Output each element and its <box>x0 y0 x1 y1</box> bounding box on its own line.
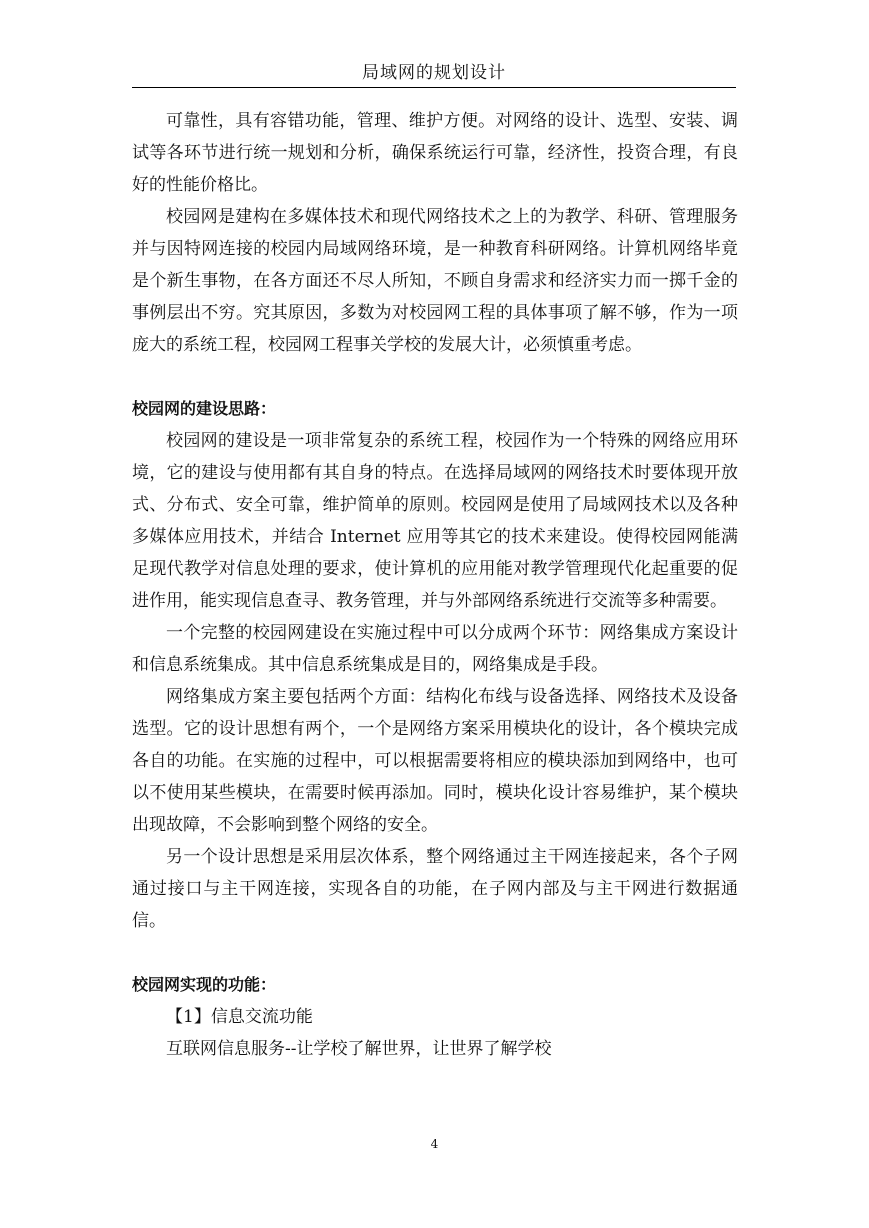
section-gap <box>132 937 738 969</box>
paragraph-hierarchy-design: 另一个设计思想是采用层次体系，整个网络通过主干网连接起来，各个子网通过接口与主干网连接，实现各自的功能，在子网内部及与主干网进行数据通信。 <box>132 847 738 931</box>
paragraph-reliability: 可靠性，具有容错功能，管理、维护方便。对网络的设计、选型、安装、调试等各环节进行统一规划和分析，确保系统运行可靠，经济性，投资合理，有良好的性能价格比。 <box>132 111 738 195</box>
paragraph-internet-service: 互联网信息服务--让学校了解世界，让世界了解学校 <box>166 1039 552 1059</box>
paragraph-integration-scheme: 网络集成方案主要包括两个方面：结构化布线与设备选择、网络技术及设备选型。它的设计思想有两个，一个是网络方案采用模块化的设计，各个模块完成各自的功能。在实施的过程中，可以根据需要将相应的模块添加到网络中，也可以不使用某些模块，在需要时候再添加。同时，模块化设计容易维护，某个模块出现故障，不会影响到整个网络的安全。 <box>132 687 738 835</box>
page-number: 4 <box>430 1137 439 1151</box>
list-item-information-exchange: 【1】信息交流功能 <box>166 1007 313 1027</box>
paragraph-construction-overview: 校园网的建设是一项非常复杂的系统工程，校园作为一个特殊的网络应用环境，它的建设与使用都有其自身的特点。在选择局域网的网络技术时要体现开放式、分布式、安全可靠，维护简单的原则。校园网是使用了局域网技术以及各种多媒体应用技术，并结合 Internet 应用等其它的技术来建设。使得校园网能满足现代教学对信息处理的要求，使计算机的应用能对教学管理现代化起重要的促进作用，能实现信息查寻、教务管理，并与外部网络系统进行交流等多种需要。 <box>132 431 738 611</box>
page-header-title: 局域网的规划设计 <box>362 63 506 83</box>
page-content <box>132 105 738 1065</box>
section-heading-functions: 校园网实现的功能： <box>132 975 277 994</box>
section-gap <box>132 361 738 393</box>
section-heading-construction-approach: 校园网的建设思路： <box>132 399 277 418</box>
header-rule <box>132 87 736 88</box>
paragraph-two-stages: 一个完整的校园网建设在实施过程中可以分成两个环节：网络集成方案设计和信息系统集成。其中信息系统集成是目的，网络集成是手段。 <box>132 623 738 675</box>
paragraph-campus-network-definition: 校园网是建构在多媒体技术和现代网络技术之上的为教学、科研、管理服务并与因特网连接的校园内局域网络环境，是一种教育科研网络。计算机网络毕竟是个新生事物，在各方面还不尽人所知，不顾自身需求和经济实力而一掷千金的事例层出不穷。究其原因，多数为对校园网工程的具体事项了解不够，作为一项庞大的系统工程，校园网工程事关学校的发展大计，必须慎重考虑。 <box>132 207 738 355</box>
